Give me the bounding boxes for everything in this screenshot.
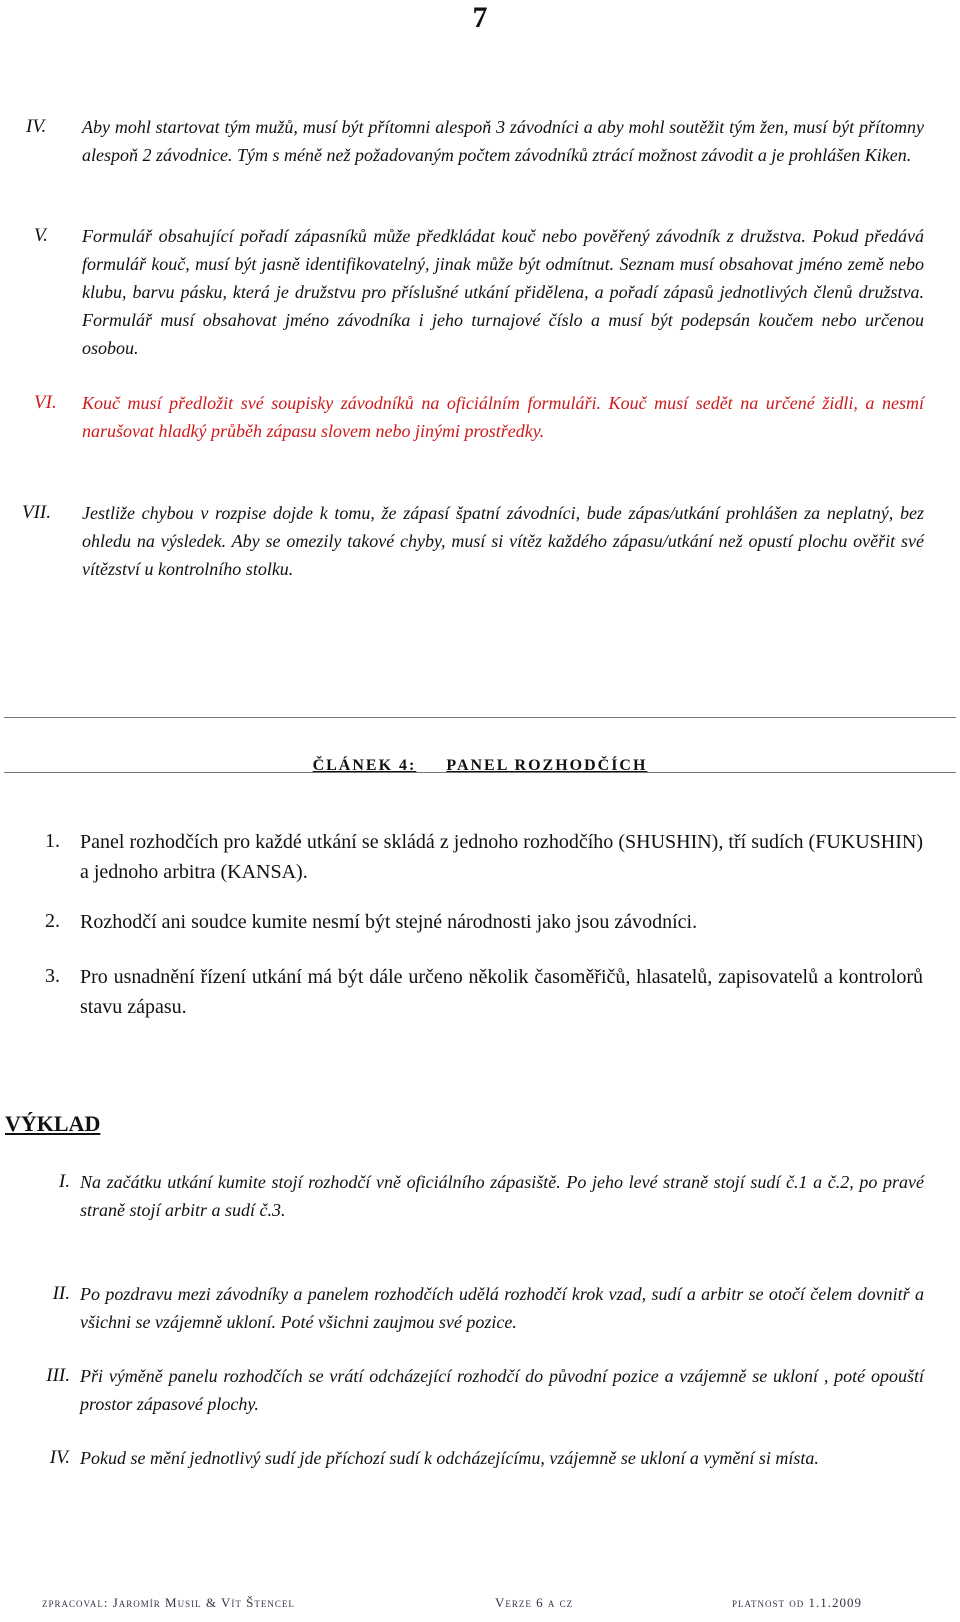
article-title: PANEL ROZHODČÍCH	[446, 757, 648, 774]
footer-validity: platnost od 1.1.2009	[732, 1595, 863, 1610]
footer-version: Verze 6 a cz	[495, 1595, 574, 1610]
section-heading: VÝKLAD	[5, 1111, 101, 1136]
vyklad-numeral: III.	[46, 1365, 70, 1386]
divider-top	[4, 717, 956, 718]
list-text: Rozhodčí ani soudce kumite nesmí být stejné národnosti jako jsou závodníci.	[80, 911, 698, 933]
vyklad-text: Na začátku utkání kumite stojí rozhodčí vně oficiálního zápasiště. Po jeho levé straně stojí sudí č.1 a č.2, po pravé straně stojí arbitr a sudí č.3.	[80, 1172, 924, 1220]
vyklad-numeral: I.	[58, 1171, 70, 1192]
vyklad-numeral: II.	[52, 1283, 70, 1304]
article-heading	[0, 755, 960, 777]
rule-text: Jestliže chybou v rozpise dojde k tomu, že zápasí špatní závodníci, bude zápas/utkání prohlášen za neplatný, bez ohledu na výsledek. Aby se omezily takové chyby, musí si vítěz každého zápasu/utkání než opustí plochu ověřit své vítězství u kontrolního stolku.	[82, 503, 924, 579]
list-number: 2.	[45, 910, 60, 932]
divider-bottom	[4, 772, 956, 773]
rule-text: Aby mohl startovat tým mužů, musí být přítomni alespoň 3 závodníci a aby mohl soutěžit tým žen, musí být přítomny alespoň 2 závodnice. Tým s méně než požadovaným počtem závodníků ztrácí možnost závodit a je prohlášen Kiken.	[82, 117, 924, 165]
page-number: 7	[472, 1, 488, 34]
rule-text: Formulář obsahující pořadí zápasníků může předkládat kouč nebo pověřený závodník z družstva. Pokud předává formulář kouč, musí být jasně identifikovatelný, jinak může být odmítnut. Seznam musí obsahovat jméno země nebo klubu, barvu pásku, která je družstvu pro příslušné utkání přidělena, a pořadí zápasů jednotlivých členů družstva. Formulář musí obsahovat jméno závodníka i jeho turnajové číslo a musí být podepsán koučem nebo určenou osobou.	[82, 226, 924, 358]
rule-numeral: IV.	[26, 116, 47, 137]
list-number: 1.	[45, 830, 60, 852]
vyklad-text: Pokud se mění jednotlivý sudí jde příchozí sudí k odcházejícímu, vzájemně se ukloní a vymění si místa.	[80, 1448, 819, 1468]
vyklad-text: Po pozdravu mezi závodníky a panelem rozhodčích udělá rozhodčí krok vzad, sudí a arbitr se otočí čelem dovnitř a všichni se vzájemně ukloní. Poté všichni zaujmou své pozice.	[80, 1284, 924, 1332]
list-text: Panel rozhodčích pro každé utkání se skládá z jednoho rozhodčího (SHUSHIN), tří sudích (FUKUSHIN) a jednoho arbitra (KANSA).	[80, 831, 923, 883]
rule-numeral: VI.	[34, 392, 57, 413]
article-label: ČLÁNEK 4:	[312, 757, 417, 774]
rule-text: Kouč musí předložit své soupisky závodníků na oficiálním formuláři. Kouč musí sedět na určené židli, a nesmí narušovat hladký průběh zápasu slovem nebo jinými prostředky.	[82, 393, 924, 441]
vyklad-numeral: IV.	[49, 1447, 70, 1468]
list-text: Pro usnadnění řízení utkání má být dále určeno několik časoměřičů, hlasatelů, zapisovatelů a kontrolorů stavu zápasu.	[80, 966, 923, 1018]
list-number: 3.	[45, 965, 60, 987]
rule-numeral: VII.	[22, 502, 52, 523]
vyklad-text: Při výměně panelu rozhodčích se vrátí odcházející rozhodčí do původní pozice a vzájemně se ukloní , poté opouští prostor zápasové plochy.	[80, 1366, 924, 1414]
footer	[0, 1595, 960, 1615]
rule-numeral: V.	[34, 225, 48, 246]
footer-authors: zpracoval: Jaromír Musil & Vít Štencel	[42, 1595, 295, 1610]
